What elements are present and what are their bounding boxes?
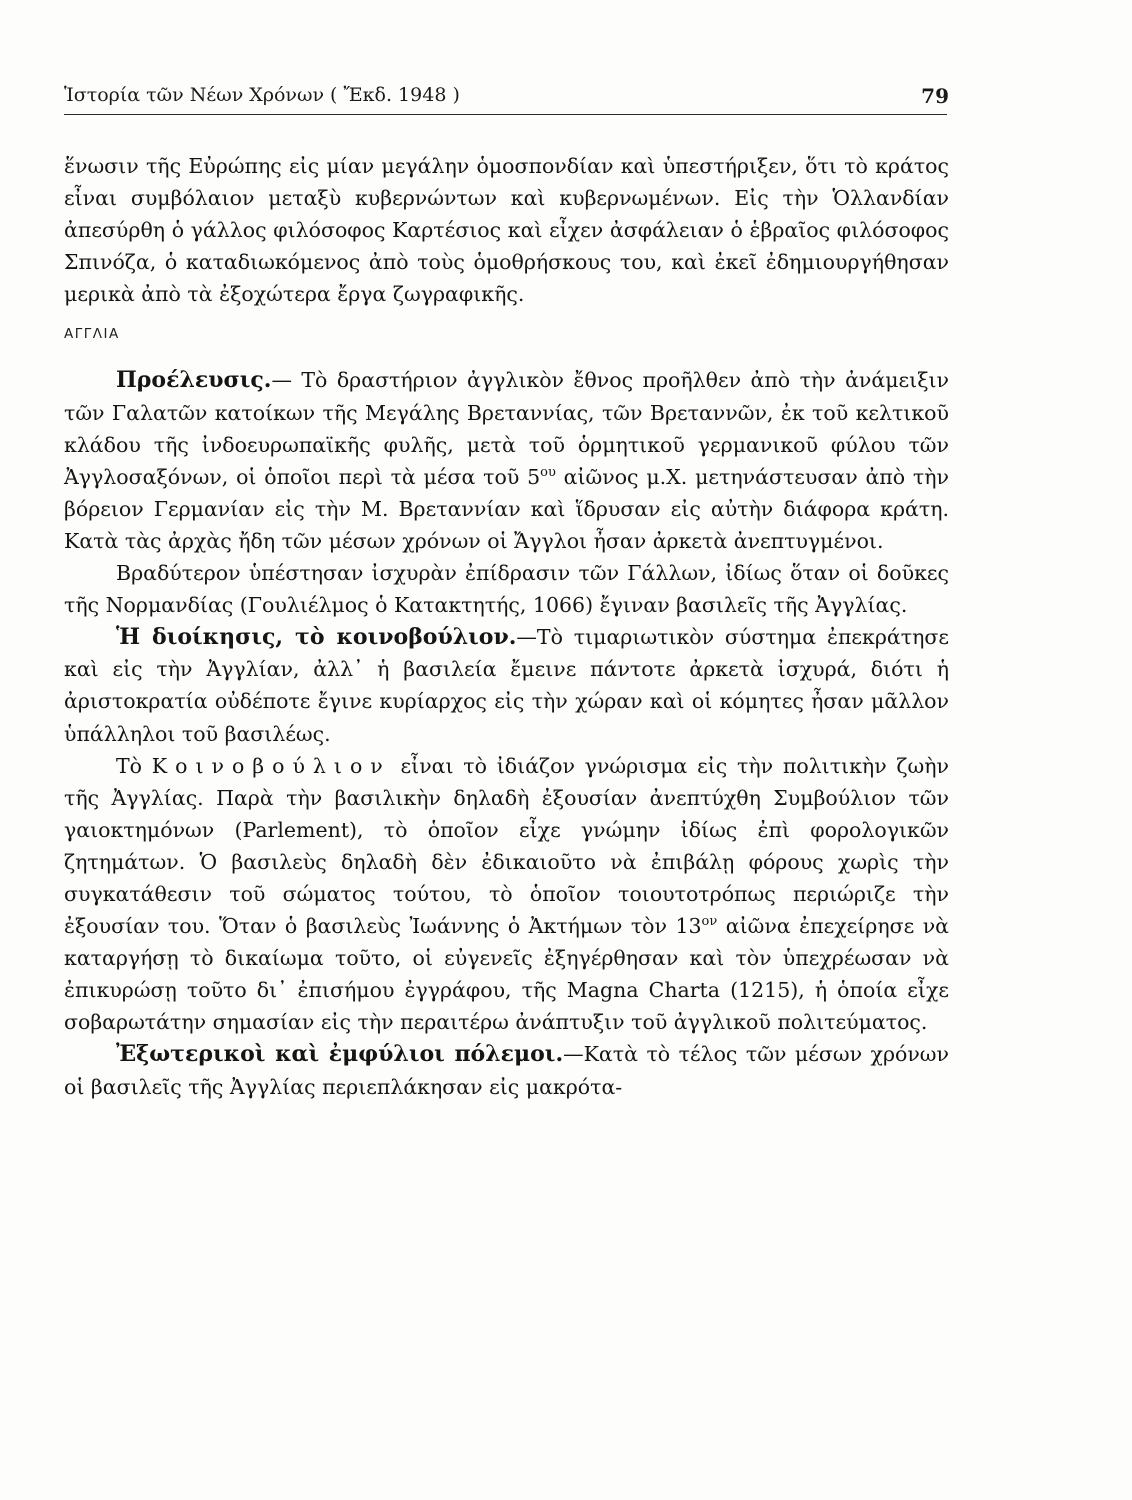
paragraph-parliament-lead: Τὸ (116, 753, 143, 778)
ordinal-superscript: ου (540, 464, 556, 480)
header-rule (64, 114, 947, 115)
paragraph-governance-text: —Τὸ τιμαριωτικὸν σύστημα ἐπεκράτησε καὶ εἰς τὴν Ἀγγλίαν, ἀλλ᾽ ἡ βασιλεία ἔμεινε πάντοτε ἀρκετὰ ἰσχυρά, διότι ἡ ἀριστοκρατία οὐδέποτε ἔγινε κυρίαρχος εἰς τὴν χώραν καὶ οἱ κόμητες ἦσαν μᾶλλον ὑπάλληλοι τοῦ βασιλέως. (64, 625, 949, 746)
spaced-term-parliament: Κοινοβούλιον (151, 753, 391, 778)
paragraph-wars-text: —Κατὰ τὸ τέλος τῶν μέσων χρόνων οἱ βασιλεῖς τῆς Ἀγγλίας περιεπλάκησαν εἰς μακρότα- (64, 1042, 949, 1099)
paragraph-norman-text: Βραδύτερον ὑπέστησαν ἰσχυρὰν ἐπίδρασιν τῶν Γάλλων, ἰδίως ὅταν οἱ δοῦκες τῆς Νορμανδίας (Γουλιέλμος ὁ Κατακτητής, 1066) ἔγιναν βασιλεῖς τῆς Ἀγγλίας. (64, 561, 949, 618)
page-number: 79 (921, 84, 949, 108)
paragraph-wars (64, 1038, 949, 1102)
paragraph-parliament-text: εἶναι τὸ ἰδιάζον γνώρισμα εἰς τὴν πολιτικὴν ζωὴν τῆς Ἀγγλίας. Παρὰ τὴν βασιλικὴν δηλαδὴ ἐξουσίαν ἀνεπτύχθη Συμβούλιον τῶν γαιοκτημόνων (Parlement), τὸ ὁποῖον εἶχε γνώμην ἰδίως ἐπὶ φορολογικῶν ζητημάτων. Ὁ βασιλεὺς δηλαδὴ δὲν ἐδικαιοῦτο νὰ ἐπιβάλῃ φόρους χωρὶς τὴν συγκατάθεσιν τοῦ σώματος τούτου, τὸ ὁποῖον τοιουτοτρόπως περιώριζε τὴν ἐξουσίαν του. Ὅταν ὁ βασιλεὺς Ἰωάννης ὁ Ἀκτήμων τὸν 13 (64, 753, 949, 939)
paragraph-parliament (64, 750, 949, 1039)
heading-wars: Ἐξωτερικοὶ καὶ ἐμφύλιοι πόλεμοι. (116, 1041, 564, 1068)
paragraph-norman (64, 557, 949, 621)
paragraph-opening-text: ἕνωσιν τῆς Εὐρώπης εἰς μίαν μεγάλην ὁμοσπονδίαν καὶ ὑπεστήριξεν, ὅτι τὸ κράτος εἶναι συμβόλαιον μεταξὺ κυβερνώντων καὶ κυβερνωμένων. Εἰς τὴν Ὁλλανδίαν ἀπεσύρθη ὁ γάλλος φιλόσοφος Καρτέσιος καὶ εἶχεν ἀσφάλειαν ὁ ἑβραῖος φιλόσοφος Σπινόζα, ὁ καταδιωκόμενος ἀπὸ τοὺς ὁμοθρήσκους του, καὶ ἐκεῖ ἐδημιουργήθησαν μερικὰ ἀπὸ τὰ ἐξοχώτερα ἔργα ζωγραφικῆς. (64, 154, 949, 307)
ordinal-superscript: ον (701, 914, 718, 930)
running-title: Ἱστορία τῶν Νέων Χρόνων ( Ἔκδ. 1948 ) (64, 84, 460, 106)
body-text (64, 150, 949, 1103)
paragraph-origins-text-continued: αἰῶνος μ.Χ. μετηνάστευσαν ἀπὸ τὴν βόρειον Γερμανίαν εἰς τὴν Μ. Βρεταννίαν καὶ ἵδρυσαν εἰς αὐτὴν διάφορα κράτη. Κατὰ τὰς ἀρχὰς ἤδη τῶν μέσων χρόνων οἱ Ἄγγλοι ἦσαν ἀρκετὰ ἀνεπτυγμένοι. (64, 464, 949, 553)
paragraph-origins (64, 364, 949, 557)
section-label: ΑΓΓΛΙΑ (64, 326, 120, 343)
paragraph-governance (64, 621, 949, 749)
paragraph-origins-text: — Τὸ δραστήριον ἀγγλικὸν ἔθνος προῆλθεν ἀπὸ τὴν ἀνάμειξιν τῶν Γαλατῶν κατοίκων τῆς Μεγάλης Βρεταννίας, τῶν Βρεταννῶν, ἐκ τοῦ κελτικοῦ κλάδου τῆς ἰνδοευρωπαϊκῆς φυλῆς, μετὰ τοῦ ὁρμητικοῦ γερμανικοῦ φύλου τῶν Ἀγγλοσαξόνων, οἱ ὁποῖοι περὶ τὰ μέσα τοῦ 5 (64, 368, 949, 489)
paragraph-opening (64, 150, 949, 310)
heading-origins: Προέλευσις. (116, 367, 272, 394)
heading-governance: Ἡ διοίκησις, τὸ κοινοβούλιον. (116, 624, 517, 651)
paragraph-parliament-text-continued: αἰῶνα ἐπεχείρησε νὰ καταργήσῃ τὸ δικαίωμα τοῦτο, οἱ εὐγενεῖς ἐξηγέρθησαν καὶ τὸν ὑπεχρέωσαν νὰ ἐπικυρώσῃ τοῦτο δι᾽ ἐπισήμου ἐγγράφου, τῆς Magna Charta (1215), ἡ ὁποία εἶχε σοβαρωτάτην σημασίαν εἰς τὴν περαιτέρω ἀνάπτυξιν τοῦ ἀγγλικοῦ πολιτεύματος. (64, 914, 950, 1035)
running-header (64, 84, 949, 114)
